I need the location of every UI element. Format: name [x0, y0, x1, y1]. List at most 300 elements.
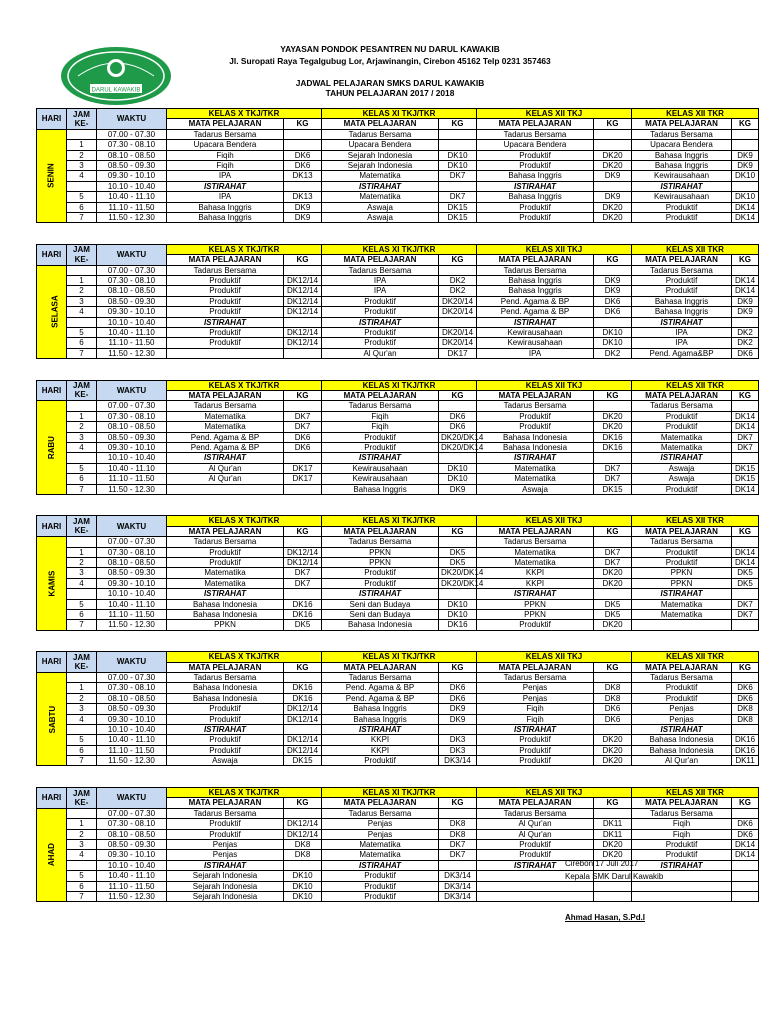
org-name: YAYASAN PONDOK PESANTREN NU DARUL KAWAKIB [280, 44, 500, 54]
subject-cell: ISTIRAHAT [167, 181, 284, 191]
subject-cell: Matematika [167, 568, 284, 578]
jam-cell: 3 [67, 296, 97, 306]
subject-cell: Matematika [322, 192, 439, 202]
room-header: KG [594, 798, 632, 808]
room-cell [594, 808, 632, 818]
subject-cell: Aswaja [632, 463, 732, 473]
subject-cell: Produktif [632, 693, 732, 703]
jam-cell: 4 [67, 714, 97, 724]
subject-cell: ISTIRAHAT [632, 317, 732, 327]
class-header: KELAS XII TKJ [477, 787, 632, 797]
day-table-sabtu [36, 651, 759, 766]
waktu-cell: 08.50 - 09.30 [97, 160, 167, 170]
subject-cell: Bahasa Inggris [477, 171, 594, 181]
room-cell: DK12/14 [284, 275, 322, 285]
schedule-row [37, 693, 759, 703]
room-cell: DK20/DK14 [439, 578, 477, 588]
room-cell: DK6 [284, 432, 322, 442]
room-cell [284, 724, 322, 734]
subject-cell: Fiqih [477, 714, 594, 724]
room-cell [284, 140, 322, 150]
waktu-cell: 11.50 - 12.30 [97, 891, 167, 901]
room-cell: DK6 [284, 150, 322, 160]
room-cell [594, 891, 632, 901]
waktu-cell: 09.30 - 10.10 [97, 307, 167, 317]
waktu-cell: 11.50 - 12.30 [97, 620, 167, 630]
subject-cell: ISTIRAHAT [167, 724, 284, 734]
subject-cell: Bahasa Inggris [167, 212, 284, 222]
subject-cell: Produktif [167, 829, 284, 839]
waktu-cell: 11.10 - 11.50 [97, 745, 167, 755]
subject-cell: Produktif [322, 891, 439, 901]
subject-cell: Bahasa Indonesia [632, 745, 732, 755]
room-header: KG [284, 526, 322, 536]
header-jam: JAM KE- [67, 652, 97, 673]
subject-cell: Fiqih [167, 160, 284, 170]
room-cell: DK20 [594, 745, 632, 755]
waktu-cell: 10.40 - 11.10 [97, 327, 167, 337]
day-table-kamis [36, 515, 759, 630]
header-waktu: WAKTU [97, 109, 167, 130]
schedule-row [37, 881, 759, 891]
class-header: KELAS X TKJ/TKR [167, 787, 322, 797]
room-cell: DK11 [732, 756, 759, 766]
room-cell: DK3 [439, 745, 477, 755]
jam-cell: 3 [67, 432, 97, 442]
jam-cell: 5 [67, 463, 97, 473]
jam-cell: 2 [67, 422, 97, 432]
room-cell: DK9 [439, 714, 477, 724]
class-header: KELAS X TKJ/TKR [167, 516, 322, 526]
jam-cell [67, 317, 97, 327]
schedule-row [37, 620, 759, 630]
subject-cell: KKPI [477, 568, 594, 578]
subject-cell [477, 881, 594, 891]
subject-cell: Produktif [632, 411, 732, 421]
subject-cell: Penjas [477, 683, 594, 693]
schedule-row [37, 192, 759, 202]
room-cell: DK12/14 [284, 745, 322, 755]
subject-cell: Al Qur'an [477, 819, 594, 829]
room-header: KG [284, 390, 322, 400]
subject-header: MATA PELAJARAN [632, 526, 732, 536]
room-cell: DK13 [284, 171, 322, 181]
waktu-cell: 11.10 - 11.50 [97, 474, 167, 484]
schedule-row [37, 589, 759, 599]
room-cell [439, 672, 477, 682]
waktu-cell: 11.10 - 11.50 [97, 609, 167, 619]
header-hari: HARI [37, 109, 67, 130]
jam-cell: 5 [67, 327, 97, 337]
subject-cell: Aswaja [477, 484, 594, 494]
room-cell: DK13 [284, 192, 322, 202]
schedule-row [37, 599, 759, 609]
subject-cell: Tadarus Bersama [167, 672, 284, 682]
room-cell: DK6 [594, 704, 632, 714]
schedule-row [37, 432, 759, 442]
room-cell: DK9 [284, 202, 322, 212]
subject-cell: ISTIRAHAT [632, 453, 732, 463]
subject-cell: Produktif [477, 150, 594, 160]
subject-cell: Bahasa Inggris [477, 192, 594, 202]
room-cell: DK8 [732, 714, 759, 724]
subject-cell: Pend. Agama & BP [322, 683, 439, 693]
waktu-cell: 08.50 - 09.30 [97, 839, 167, 849]
subject-cell: Matematika [477, 463, 594, 473]
waktu-cell: 08.10 - 08.50 [97, 422, 167, 432]
subject-cell: ISTIRAHAT [632, 724, 732, 734]
room-header: KG [732, 119, 759, 129]
room-cell: DK16 [594, 432, 632, 442]
room-cell: DK16 [284, 693, 322, 703]
subject-cell: Al Qur'an [167, 463, 284, 473]
room-cell: DK8 [439, 819, 477, 829]
room-cell: DK14 [732, 557, 759, 567]
waktu-cell: 11.10 - 11.50 [97, 881, 167, 891]
room-cell: DK14 [732, 202, 759, 212]
subject-header: MATA PELAJARAN [167, 255, 284, 265]
waktu-cell: 07.00 - 07.30 [97, 537, 167, 547]
subject-cell: PPKN [632, 568, 732, 578]
subject-header: MATA PELAJARAN [632, 255, 732, 265]
subject-cell: Produktif [477, 212, 594, 222]
room-cell: DK20 [594, 212, 632, 222]
room-cell: DK10 [439, 474, 477, 484]
waktu-cell: 10.40 - 11.10 [97, 735, 167, 745]
subject-cell: Upacara Bendera [167, 140, 284, 150]
subject-cell: Upacara Bendera [632, 140, 732, 150]
subject-cell: Bahasa Inggris [322, 704, 439, 714]
room-header: KG [284, 798, 322, 808]
room-cell: DK12/14 [284, 829, 322, 839]
subject-cell: Produktif [632, 839, 732, 849]
room-cell: DK17 [284, 463, 322, 473]
subject-cell: Al Qur'an [167, 474, 284, 484]
room-cell [439, 129, 477, 139]
class-header: KELAS XI TKJ/TKR [322, 380, 477, 390]
day-name-cell [37, 672, 67, 766]
subject-cell: Tadarus Bersama [477, 401, 594, 411]
room-cell [732, 453, 759, 463]
subject-cell [632, 891, 732, 901]
subject-cell: Kewirausahaan [322, 463, 439, 473]
class-header: KELAS XII TKJ [477, 652, 632, 662]
waktu-cell: 10.40 - 11.10 [97, 463, 167, 473]
room-cell: DK12/14 [284, 296, 322, 306]
subject-cell: Produktif [632, 557, 732, 567]
room-cell [284, 672, 322, 682]
schedule-row [37, 286, 759, 296]
subject-cell: Sejarah Indonesia [167, 891, 284, 901]
subject-cell: Produktif [322, 296, 439, 306]
schedule-row [37, 275, 759, 285]
room-cell [594, 672, 632, 682]
class-header: KELAS XI TKJ/TKR [322, 787, 477, 797]
room-cell: DK20/14 [439, 327, 477, 337]
subject-cell: Produktif [632, 212, 732, 222]
room-cell: DK7 [732, 599, 759, 609]
schedule-row [37, 557, 759, 567]
subject-cell: Bahasa Inggris [167, 202, 284, 212]
jam-cell: 4 [67, 850, 97, 860]
room-cell: DK3/14 [439, 881, 477, 891]
waktu-cell: 08.10 - 08.50 [97, 286, 167, 296]
subject-cell: Produktif [632, 202, 732, 212]
jam-cell: 4 [67, 171, 97, 181]
room-header: KG [732, 662, 759, 672]
room-cell: DK9 [594, 192, 632, 202]
room-cell: DK10 [284, 881, 322, 891]
room-cell: DK10 [284, 891, 322, 901]
subject-cell: Matematika [167, 411, 284, 421]
schedule-row [37, 819, 759, 829]
jam-cell: 6 [67, 881, 97, 891]
room-cell: DK8 [732, 704, 759, 714]
room-cell: DK10 [439, 609, 477, 619]
room-cell [284, 808, 322, 818]
room-cell [439, 401, 477, 411]
waktu-cell: 10.10 - 10.40 [97, 317, 167, 327]
subject-header: MATA PELAJARAN [322, 119, 439, 129]
room-header: KG [732, 798, 759, 808]
room-header: KG [732, 390, 759, 400]
subject-cell: Tadarus Bersama [632, 401, 732, 411]
room-cell: DK6 [439, 411, 477, 421]
jam-cell [67, 808, 97, 818]
subject-cell: ISTIRAHAT [167, 317, 284, 327]
class-header: KELAS XI TKJ/TKR [322, 244, 477, 254]
subject-cell: Tadarus Bersama [167, 401, 284, 411]
room-cell [439, 537, 477, 547]
room-cell: DK10 [732, 171, 759, 181]
subject-header: MATA PELAJARAN [167, 526, 284, 536]
room-cell: DK20 [594, 850, 632, 860]
schedule-row [37, 704, 759, 714]
header-hari: HARI [37, 787, 67, 808]
room-cell [284, 484, 322, 494]
subject-cell: Tadarus Bersama [632, 265, 732, 275]
room-cell: DK12/14 [284, 735, 322, 745]
subject-cell: Produktif [167, 819, 284, 829]
jam-cell [67, 401, 97, 411]
subject-cell: ISTIRAHAT [322, 453, 439, 463]
waktu-cell: 11.50 - 12.30 [97, 756, 167, 766]
subject-cell: Matematika [477, 547, 594, 557]
room-cell [439, 317, 477, 327]
subject-cell: ISTIRAHAT [477, 453, 594, 463]
subject-cell: Seni dan Budaya [322, 609, 439, 619]
subject-header: MATA PELAJARAN [322, 798, 439, 808]
subject-cell: Produktif [322, 432, 439, 442]
room-cell: DK20 [594, 202, 632, 212]
room-cell [439, 724, 477, 734]
subject-cell: IPA [167, 192, 284, 202]
room-cell: DK15 [284, 756, 322, 766]
room-cell: DK20 [594, 756, 632, 766]
subject-cell: Tadarus Bersama [322, 672, 439, 682]
subject-cell: Produktif [322, 578, 439, 588]
schedule-row [37, 160, 759, 170]
waktu-cell: 10.40 - 11.10 [97, 871, 167, 881]
room-cell [732, 871, 759, 881]
jam-cell: 4 [67, 578, 97, 588]
subject-cell: Bahasa Indonesia [167, 599, 284, 609]
schedule-row [37, 442, 759, 452]
schedule-row [37, 129, 759, 139]
subject-header: MATA PELAJARAN [322, 255, 439, 265]
subject-cell: Tadarus Bersama [477, 265, 594, 275]
subject-cell: Produktif [477, 422, 594, 432]
subject-cell: Bahasa Indonesia [167, 683, 284, 693]
room-cell: DK6 [439, 683, 477, 693]
waktu-cell: 07.00 - 07.30 [97, 808, 167, 818]
waktu-cell: 08.10 - 08.50 [97, 150, 167, 160]
jam-cell [67, 672, 97, 682]
jam-cell: 1 [67, 411, 97, 421]
jam-cell: 4 [67, 307, 97, 317]
jam-cell: 7 [67, 212, 97, 222]
jam-cell [67, 860, 97, 870]
subject-cell: Produktif [322, 871, 439, 881]
subject-cell: Tadarus Bersama [632, 808, 732, 818]
subject-cell: Tadarus Bersama [322, 808, 439, 818]
jam-cell: 1 [67, 140, 97, 150]
org-address: Jl. Suropati Raya Tegalgubug Lor, Arjawinangin, Cirebon 45162 Telp 0231 357463 [229, 56, 551, 66]
day-name: AHAD [46, 843, 56, 867]
subject-cell: Aswaja [167, 756, 284, 766]
schedule-row [37, 401, 759, 411]
room-cell: DK3/14 [439, 891, 477, 901]
jam-cell [67, 589, 97, 599]
subject-cell: Sejarah Indonesia [167, 871, 284, 881]
schedule-row [37, 547, 759, 557]
subject-cell: ISTIRAHAT [477, 724, 594, 734]
subject-cell: Produktif [167, 735, 284, 745]
subject-cell: Produktif [167, 745, 284, 755]
class-header: KELAS XII TKR [632, 380, 759, 390]
subject-cell: Aswaja [632, 474, 732, 484]
room-cell [284, 317, 322, 327]
day-name-cell [37, 808, 67, 902]
subject-cell: Pend. Agama & BP [322, 693, 439, 703]
room-cell: DK10 [594, 338, 632, 348]
jam-cell: 6 [67, 338, 97, 348]
room-cell [439, 860, 477, 870]
room-cell: DK20/14 [439, 296, 477, 306]
subject-header: MATA PELAJARAN [322, 662, 439, 672]
room-cell [594, 724, 632, 734]
room-cell: DK6 [594, 296, 632, 306]
room-cell: DK16 [284, 599, 322, 609]
room-cell: DK16 [284, 683, 322, 693]
room-cell: DK11 [594, 829, 632, 839]
subject-cell: Produktif [167, 557, 284, 567]
schedule-row [37, 474, 759, 484]
subject-header: MATA PELAJARAN [632, 390, 732, 400]
room-cell: DK8 [594, 683, 632, 693]
room-cell: DK20 [594, 568, 632, 578]
header-hari: HARI [37, 652, 67, 673]
subject-cell: Bahasa Inggris [632, 296, 732, 306]
room-cell [439, 589, 477, 599]
room-cell [284, 265, 322, 275]
subject-header: MATA PELAJARAN [477, 119, 594, 129]
room-cell: DK5 [732, 568, 759, 578]
room-cell: DK9 [594, 286, 632, 296]
subject-cell: Pend. Agama & BP [167, 432, 284, 442]
subject-cell: Kewirausahaan [477, 327, 594, 337]
subject-cell: Produktif [477, 620, 594, 630]
room-cell: DK14 [732, 212, 759, 222]
subject-cell: PPKN [322, 557, 439, 567]
schedule-row [37, 484, 759, 494]
subject-cell: Produktif [167, 327, 284, 337]
room-header: KG [439, 255, 477, 265]
waktu-cell: 08.50 - 09.30 [97, 296, 167, 306]
schedule-row [37, 683, 759, 693]
waktu-cell: 11.10 - 11.50 [97, 202, 167, 212]
subject-cell: Penjas [322, 829, 439, 839]
jam-cell [67, 453, 97, 463]
subject-cell: Tadarus Bersama [322, 401, 439, 411]
room-cell: DK9 [284, 212, 322, 222]
subject-cell [167, 348, 284, 358]
room-cell: DK12/14 [284, 547, 322, 557]
subject-cell: Pend. Agama & BP [477, 296, 594, 306]
subject-cell: Produktif [322, 881, 439, 891]
school-logo [60, 46, 172, 106]
waktu-cell: 10.10 - 10.40 [97, 860, 167, 870]
class-header: KELAS XI TKJ/TKR [322, 652, 477, 662]
room-cell [732, 181, 759, 191]
subject-cell: Bahasa Indonesia [167, 609, 284, 619]
room-cell [732, 317, 759, 327]
room-cell [439, 140, 477, 150]
subject-cell: Tadarus Bersama [322, 265, 439, 275]
jam-cell: 3 [67, 568, 97, 578]
subject-cell: ISTIRAHAT [477, 181, 594, 191]
waktu-cell: 07.30 - 08.10 [97, 547, 167, 557]
schedule-row [37, 150, 759, 160]
subject-cell: Matematika [477, 474, 594, 484]
room-cell: DK14 [732, 839, 759, 849]
jam-cell [67, 265, 97, 275]
room-cell: DK9 [732, 307, 759, 317]
room-cell [732, 140, 759, 150]
schedule-row [37, 672, 759, 682]
room-cell: DK15 [732, 474, 759, 484]
header-jam: JAM KE- [67, 244, 97, 265]
waktu-cell: 07.30 - 08.10 [97, 411, 167, 421]
subject-cell [477, 891, 594, 901]
room-cell [594, 881, 632, 891]
subject-cell: Matematika [632, 609, 732, 619]
class-header: KELAS XII TKJ [477, 109, 632, 119]
room-cell: DK10 [439, 463, 477, 473]
subject-cell: Produktif [167, 704, 284, 714]
room-cell [284, 348, 322, 358]
room-cell [439, 265, 477, 275]
room-cell: DK12/14 [284, 704, 322, 714]
room-cell: DK7 [594, 547, 632, 557]
subject-cell: Bahasa Inggris [322, 714, 439, 724]
room-header: KG [594, 390, 632, 400]
room-cell: DK5 [732, 578, 759, 588]
room-cell: DK17 [284, 474, 322, 484]
subject-cell: Fiqih [167, 150, 284, 160]
subject-cell: Penjas [632, 714, 732, 724]
subject-cell: Produktif [167, 296, 284, 306]
